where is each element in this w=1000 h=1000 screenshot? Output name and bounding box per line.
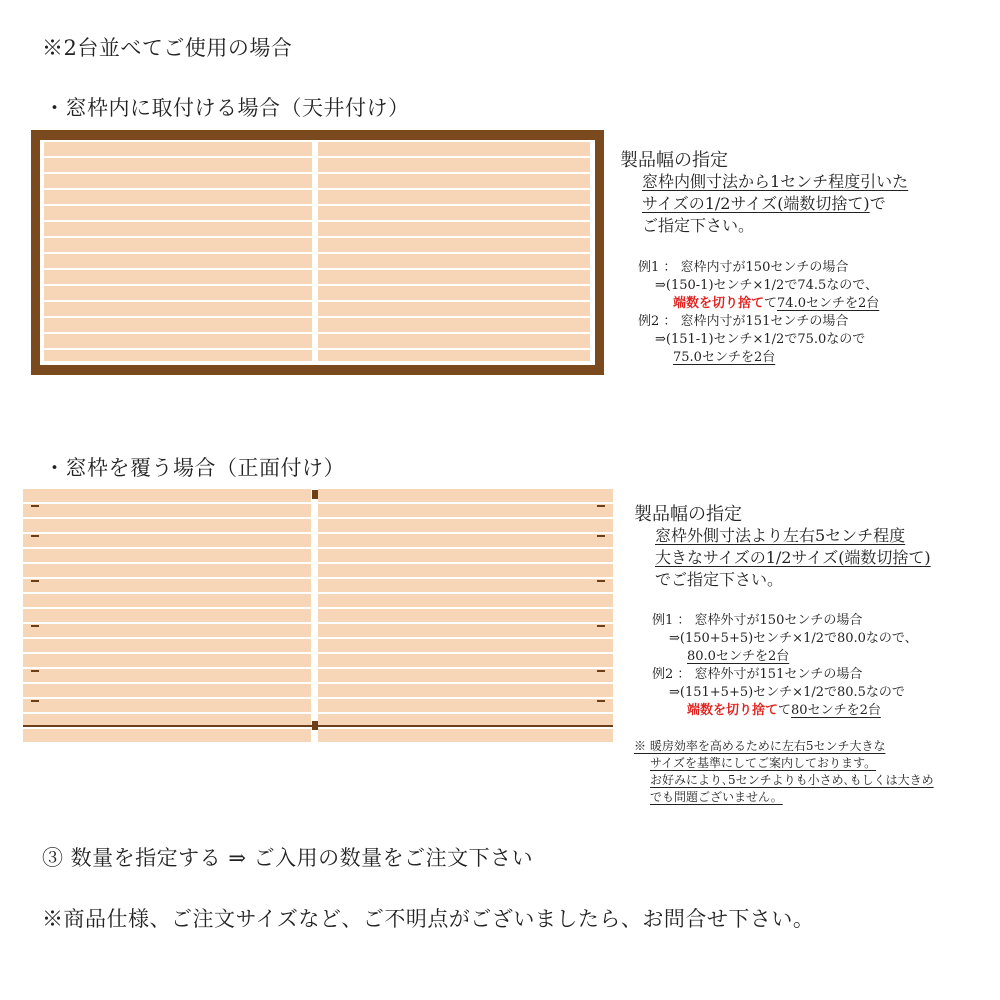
frame-edge-mark — [31, 670, 39, 672]
window-frame-cover-illustration — [23, 489, 613, 742]
example2-result: 75.0センチを2台 — [673, 350, 776, 365]
example2-result-value: 80センチを2台 — [791, 703, 881, 718]
section-inside-heading: ・窓枠内に取付ける場合（天井付け） — [44, 96, 410, 120]
example1-result-particle: て — [764, 296, 778, 311]
frame-edge-mark — [31, 580, 39, 582]
frame-edge-mark — [597, 700, 605, 702]
product-width-title: 製品幅の指定 — [634, 504, 742, 525]
footnote-line4: でも問題ございません。 — [650, 790, 783, 804]
window-frame-inside-illustration — [31, 130, 604, 375]
product-width-line2: 大きなサイズの1/2サイズ(端数切捨て) — [655, 548, 931, 567]
frame-edge-mark — [597, 535, 605, 537]
blind-right — [318, 489, 613, 742]
page-title: ※2台並べてご使用の場合 — [42, 36, 293, 60]
blind-left — [23, 489, 311, 742]
product-width-line1: 窓枠外側寸法より左右5センチ程度 — [655, 526, 906, 545]
frame-edge-mark — [31, 505, 39, 507]
footnote-line2: サイズを基準にしてご案内しております。 — [650, 756, 877, 770]
window-opening — [40, 140, 595, 365]
example2-calculation: ⇒(151-1)センチ×1/2で75.0なので — [655, 332, 866, 347]
frame-edge-mark — [597, 580, 605, 582]
product-width-line3: でご指定下さい。 — [655, 570, 784, 589]
example1-heading: 例1 ： 窓枠内寸が150センチの場合 — [638, 260, 849, 275]
frame-edge-mark — [31, 700, 39, 702]
frame-edge-mark — [597, 670, 605, 672]
example1-result — [673, 295, 879, 313]
example1-result: 80.0センチを2台 — [687, 649, 790, 664]
frame-bottom-edge — [23, 725, 613, 727]
step3-quantity: ③ 数量を指定する ⇒ ご入用の数量をご注文下さい — [42, 846, 534, 870]
product-width-line1: 窓枠内側寸法から1センチ程度引いた — [642, 172, 909, 191]
product-width-line2-underlined: サイズの1/2サイズ(端数切捨て) — [642, 194, 870, 213]
blind-right — [318, 142, 590, 361]
product-width-title: 製品幅の指定 — [620, 150, 728, 171]
frame-edge-mark — [597, 625, 605, 627]
product-width-line2-tail: で — [869, 194, 886, 213]
example2-heading: 例2 ： 窓枠外寸が151センチの場合 — [652, 667, 863, 682]
round-down-highlight: 端数を切り捨て — [687, 703, 779, 718]
frame-edge-mark — [31, 535, 39, 537]
frame-edge-mark — [597, 505, 605, 507]
product-width-line2 — [642, 193, 886, 215]
example2-heading: 例2 ： 窓枠内寸が151センチの場合 — [638, 314, 849, 329]
example2-result-particle: て — [778, 703, 792, 718]
example1-result-value: 74.0センチを2台 — [777, 296, 880, 311]
product-width-line3: ご指定下さい。 — [642, 216, 755, 235]
footer-inquiry: ※商品仕様、ご注文サイズなど、ご不明点がございましたら、お問合せ下さい。 — [42, 907, 815, 931]
footnote-line1: ※ 暖房効率を高めるために左右5センチ大きな — [634, 739, 886, 753]
frame-top-post — [312, 490, 318, 499]
footnote-line3: お好みにより､5センチよりも小さめ､もしくは大きめ — [650, 773, 934, 787]
section-cover-heading: ・窓枠を覆う場合（正面付け） — [44, 456, 345, 480]
frame-edge-mark — [31, 625, 39, 627]
example1-heading: 例1 ： 窓枠外寸が150センチの場合 — [652, 613, 863, 628]
example1-calculation: ⇒(150-1)センチ×1/2で74.5なので、 — [655, 278, 879, 293]
example1-calculation: ⇒(150+5+5)センチ×1/2で80.0なので、 — [669, 631, 918, 646]
blind-left — [44, 142, 312, 361]
example2-result — [687, 702, 881, 720]
example2-calculation: ⇒(151+5+5)センチ×1/2で80.5なので — [669, 685, 905, 700]
round-down-highlight: 端数を切り捨て — [673, 296, 765, 311]
